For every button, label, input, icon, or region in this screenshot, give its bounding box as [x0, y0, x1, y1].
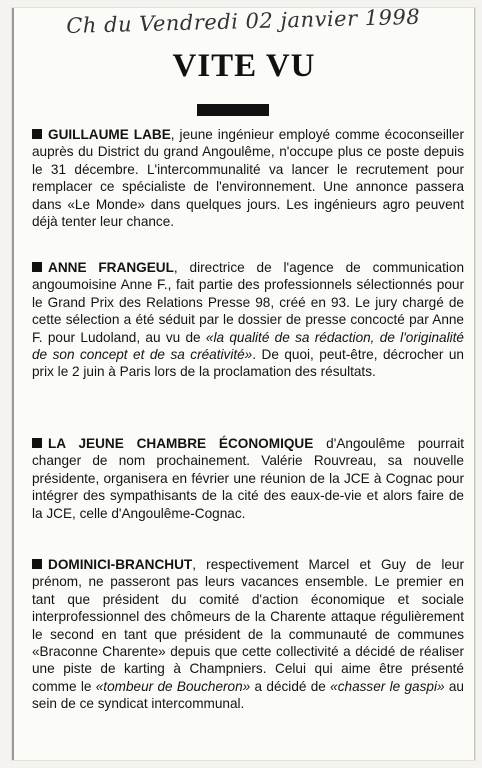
article-text: au sein de ce syndicat intercommunal.	[32, 678, 464, 712]
article-text: , respectivement Marcel et Guy de leur prénom, ne passeront pas leurs vacances ensemble. Le premier en tant que président du comité d'action économique et sociale interprofessionnel des chômeurs de la Charente attaque régulièrement le second en tant que président de la communauté de communes «Braconne Charente» depuis que cette collectivité a décidé de réaliser une piste de karting à Champniers. Celui qui aime être présenté comme le	[32, 557, 464, 694]
article-quote: «chasser le gaspi»	[330, 678, 445, 694]
article-name: GUILLAUME LABE	[48, 127, 171, 142]
handwritten-date-note: Ch du Vendredi 02 janvier 1998	[66, 4, 421, 38]
article-text: . De quoi, peut-être, décrocher un prix le 2 juin à Paris lors de la proclamation des résultats.	[32, 347, 464, 380]
square-bullet-icon	[32, 262, 42, 272]
newspaper-clipping	[12, 4, 475, 760]
square-bullet-icon	[32, 129, 42, 139]
column-title: VITE VU	[172, 48, 316, 84]
title-underline-bar	[197, 104, 269, 116]
article-dominici-branchut	[32, 556, 464, 713]
article-text: , jeune ingénieur employé comme écoconseiller auprès du District du grand Angoulême, n'occupe plus ce poste depuis le 31 décembre. L'intercommunalité va lancer le recrutement pour remplacer ce spécialiste de l'environnement. Une annonce passera dans «Le Monde» dans quelques jours. Les ingénieurs agro peuvent déjà tenter leur chance.	[32, 127, 464, 230]
article-name: ANNE FRANGEUL	[48, 260, 174, 275]
square-bullet-icon	[32, 438, 42, 448]
article-anne-frangeul	[32, 259, 464, 381]
article-name: LA JEUNE CHAMBRE ÉCONOMIQUE	[48, 436, 314, 451]
article-quote: «tombeur de Boucheron»	[95, 678, 251, 694]
article-jeune-chambre-economique	[32, 435, 464, 522]
article-guillaume-labe	[32, 126, 464, 230]
square-bullet-icon	[32, 559, 42, 569]
article-text: a décidé de	[250, 678, 331, 694]
article-text: , directrice de l'agence de communication angoumoisine Anne F., fait partie des professionnels sélectionnés pour le Grand Prix des Relations Presse 98, créé en 93. Le jury chargé de cette sélection a été séduit par le dossier de presse concocté par Anne F. pour Ludoland, au vu de	[32, 260, 465, 345]
article-name: DOMINICI-BRANCHUT	[48, 557, 193, 572]
article-quote: «la qualité de sa rédaction, de l'originalité de son concept et de sa créativité»	[32, 329, 464, 363]
article-text: d'Angoulême pourrait changer de nom prochainement. Valérie Rouvreau, sa nouvelle présidente, organisera en février une réunion de la JCE à Cognac pour intégrer des sympathisants de la cité des eaux-de-vie et alors faire de la JCE, celle d'Angoulême-Cognac.	[32, 436, 465, 521]
